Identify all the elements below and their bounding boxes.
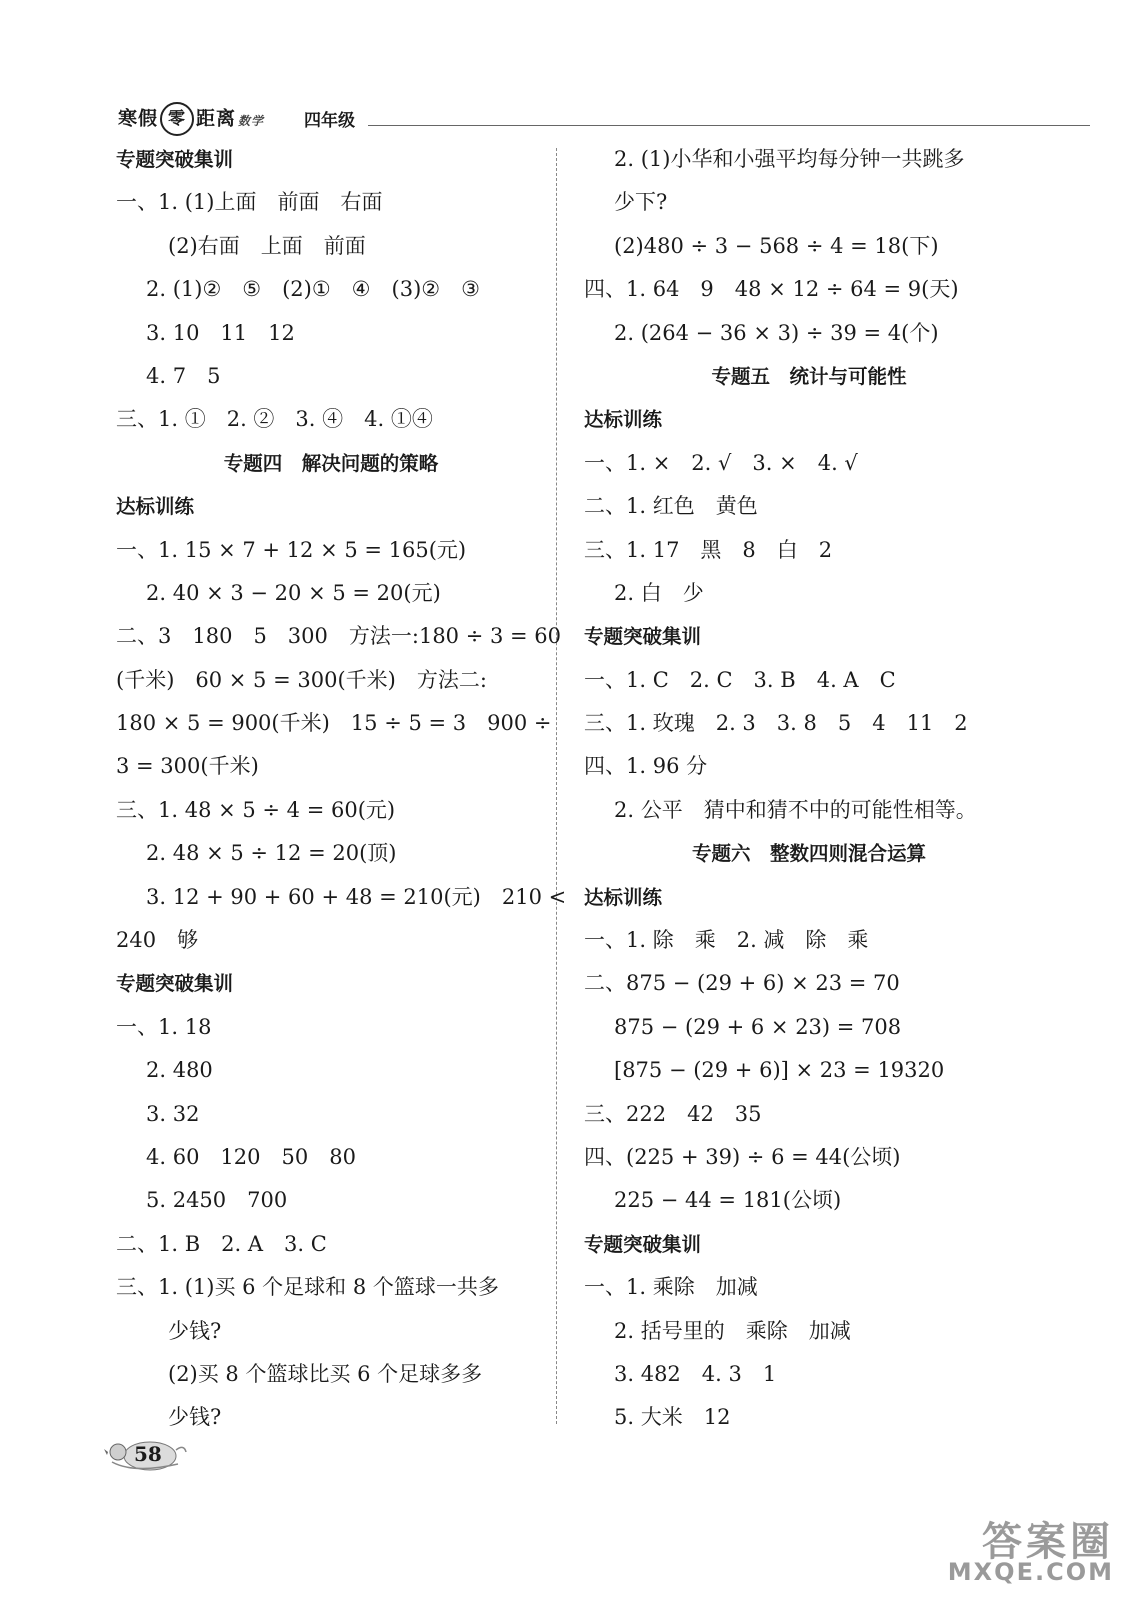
right-answer-line: 四、1. 64 9 48 × 12 ÷ 64 = 9(天) xyxy=(584,277,959,302)
left-answer-line: 2. 40 × 3 − 20 × 5 = 20(元) xyxy=(146,580,441,605)
page-number: 58 xyxy=(134,1442,162,1466)
grade-label: 四年级 xyxy=(304,111,355,131)
right-answer-line: 2. 括号里的 乘除 加减 xyxy=(614,1318,851,1343)
right-answer-line: 一、1. C 2. C 3. B 4. A C xyxy=(584,667,896,692)
right-answer-line: [875 − (29 + 6)] × 23 = 19320 xyxy=(614,1058,945,1083)
left-answer-line: 4. 7 5 xyxy=(146,363,221,388)
brand-text-after: 距离 xyxy=(196,107,237,130)
left-section-heading: 专题突破集训 xyxy=(116,148,234,171)
left-answer-line: 一、1. 18 xyxy=(116,1014,212,1039)
left-section-heading: 专题突破集训 xyxy=(116,972,234,996)
left-answer-line: 2. 480 xyxy=(146,1058,213,1083)
right-answer-line: 225 − 44 = 181(公顷) xyxy=(614,1188,842,1213)
left-answer-line: 3. 32 xyxy=(146,1101,200,1126)
left-answer-line: 一、1. (1)上面 前面 右面 xyxy=(116,190,383,215)
left-answer-line: 4. 60 120 50 80 xyxy=(146,1144,356,1169)
right-answer-column xyxy=(584,138,1034,1440)
right-answer-line: 少下? xyxy=(614,190,668,215)
right-answer-line: 二、875 − (29 + 6) × 23 = 70 xyxy=(584,971,900,996)
right-answer-line: 2. (1)小华和小强平均每分钟一共跳多 xyxy=(614,147,965,171)
right-answer-line: 2. (264 − 36 × 3) ÷ 39 = 4(个) xyxy=(614,320,939,345)
left-answer-line: 3. 12 + 90 + 60 + 48 = 210(元) 210 < xyxy=(146,884,567,909)
left-answer-line: (2)买 8 个篮球比买 6 个足球多多 xyxy=(168,1361,483,1386)
left-answer-line: 180 × 5 = 900(千米) 15 ÷ 5 = 3 900 ÷ xyxy=(116,711,552,736)
left-answer-line: 3 = 300(千米) xyxy=(116,754,259,779)
left-answer-line: 三、1. (1)买 6 个足球和 8 个篮球一共多 xyxy=(116,1275,499,1300)
right-answer-line: 三、1. 玫瑰 2. 3 3. 8 5 4 11 2 xyxy=(584,711,968,736)
right-answer-line: 四、1. 96 分 xyxy=(584,754,708,779)
brand-zero-badge: 零 xyxy=(160,102,194,136)
right-answer-line: 三、222 42 35 xyxy=(584,1101,762,1126)
right-answer-line: 2. 公平 猜中和猜不中的可能性相等。 xyxy=(614,797,977,822)
right-answer-line: 四、(225 + 39) ÷ 6 = 44(公顷) xyxy=(584,1144,901,1169)
left-answer-line: (千米) 60 × 5 = 300(千米) 方法二: xyxy=(116,667,487,692)
left-answer-line: 3. 10 11 12 xyxy=(146,320,295,345)
column-divider xyxy=(556,148,557,1424)
watermark-url: MXQE.COM xyxy=(947,1558,1114,1586)
watermark-title: 答案圈 xyxy=(982,1519,1114,1565)
brand-subject: 数学 xyxy=(238,113,265,128)
left-answer-line: 5. 2450 700 xyxy=(146,1188,288,1213)
left-section-heading: 达标训练 xyxy=(116,495,195,519)
right-section-heading: 专题突破集训 xyxy=(584,625,702,649)
header-rule xyxy=(368,125,1090,126)
left-answer-line: 少钱? xyxy=(168,1405,222,1430)
left-answer-line: 2. 48 × 5 ÷ 12 = 20(顶) xyxy=(146,841,397,866)
right-answer-line: 三、1. 17 黑 8 白 2 xyxy=(584,537,833,562)
left-answer-line: 三、1. ① 2. ② 3. ④ 4. ①④ xyxy=(116,407,433,432)
right-answer-line: 一、1. 除 乘 2. 减 除 乘 xyxy=(584,928,869,953)
site-watermark xyxy=(888,1510,1128,1594)
left-answer-line: 一、1. 15 × 7 + 12 × 5 = 165(元) xyxy=(116,537,467,562)
right-topic-title: 专题五 统计与可能性 xyxy=(711,364,907,388)
series-logo xyxy=(118,102,264,136)
left-answer-line: 二、1. B 2. A 3. C xyxy=(116,1231,327,1256)
left-answer-line: 二、3 180 5 300 方法一:180 ÷ 3 = 60 xyxy=(116,624,562,649)
left-answer-line: 2. (1)② ⑤ (2)① ④ (3)② ③ xyxy=(146,277,480,302)
right-section-heading: 达标训练 xyxy=(584,408,663,432)
page-header xyxy=(118,84,1038,130)
left-answer-line: 240 够 xyxy=(116,928,199,953)
left-answer-column xyxy=(116,138,567,1440)
left-answer-line: (2)右面 上面 前面 xyxy=(168,233,366,258)
right-answer-line: 一、1. 乘除 加减 xyxy=(584,1275,758,1300)
brand-text-before: 寒假 xyxy=(118,107,159,130)
right-answer-line: 二、1. 红色 黄色 xyxy=(584,494,758,519)
right-section-heading: 达标训练 xyxy=(584,885,663,909)
right-answer-line: 3. 482 4. 3 1 xyxy=(614,1361,777,1386)
page-number-badge xyxy=(104,1434,188,1474)
right-answer-line: (2)480 ÷ 3 − 568 ÷ 4 = 18(下) xyxy=(614,233,939,258)
right-answer-line: 一、1. × 2. √ 3. × 4. √ xyxy=(584,450,858,475)
right-answer-line: 875 − (29 + 6 × 23) = 708 xyxy=(614,1014,902,1039)
left-topic-title: 专题四 解决问题的策略 xyxy=(223,451,439,475)
right-answer-line: 2. 白 少 xyxy=(614,580,704,605)
left-answer-line: 少钱? xyxy=(168,1318,222,1343)
right-topic-title: 专题六 整数四则混合运算 xyxy=(691,842,926,866)
right-section-heading: 专题突破集训 xyxy=(584,1232,702,1256)
left-answer-line: 三、1. 48 × 5 ÷ 4 = 60(元) xyxy=(116,797,396,822)
right-answer-line: 5. 大米 12 xyxy=(614,1405,731,1430)
